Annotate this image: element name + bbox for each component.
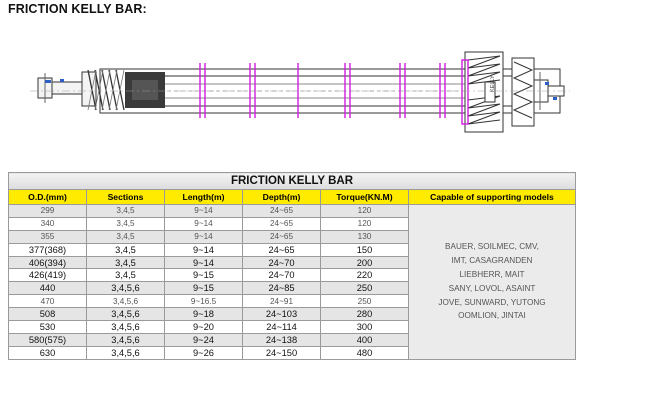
cell-depth: 24~65 bbox=[243, 217, 321, 230]
models-line: JOVE, SUNWARD, YUTONG bbox=[438, 297, 546, 307]
cell-length: 9~26 bbox=[165, 346, 243, 359]
cell-torque: 200 bbox=[321, 256, 409, 269]
cell-torque: 150 bbox=[321, 243, 409, 256]
cell-sections: 3,4,5,6 bbox=[87, 308, 165, 321]
cell-od: 530 bbox=[9, 321, 87, 334]
cell-od: 299 bbox=[9, 205, 87, 218]
cell-sections: 3,4,5 bbox=[87, 217, 165, 230]
cell-od: 406(394) bbox=[9, 256, 87, 269]
cell-depth: 24~150 bbox=[243, 346, 321, 359]
cell-torque: 280 bbox=[321, 308, 409, 321]
cell-od: 426(419) bbox=[9, 269, 87, 282]
cell-length: 9~14 bbox=[165, 217, 243, 230]
swivel-end bbox=[38, 72, 96, 106]
models-line: SANY, LOVOL, ASAINT bbox=[448, 283, 536, 293]
cell-depth: 24~85 bbox=[243, 282, 321, 295]
cell-od: 580(575) bbox=[9, 333, 87, 346]
cell-depth: 24~91 bbox=[243, 295, 321, 308]
col-header-sections: Sections bbox=[87, 190, 165, 205]
cell-depth: 24~65 bbox=[243, 243, 321, 256]
table-title: FRICTION KELLY BAR bbox=[9, 173, 576, 190]
cell-torque: 120 bbox=[321, 205, 409, 218]
cell-sections: 3,4,5,6 bbox=[87, 295, 165, 308]
cell-length: 9~14 bbox=[165, 243, 243, 256]
cell-depth: 24~70 bbox=[243, 256, 321, 269]
cell-od: 470 bbox=[9, 295, 87, 308]
cell-length: 9~15 bbox=[165, 269, 243, 282]
cell-depth: 24~114 bbox=[243, 321, 321, 334]
cell-sections: 3,4,5,6 bbox=[87, 333, 165, 346]
cell-sections: 3,4,5 bbox=[87, 205, 165, 218]
cell-od: 440 bbox=[9, 282, 87, 295]
drive-flange bbox=[465, 52, 503, 132]
kelly-bar-drawing bbox=[0, 0, 653, 165]
cell-sections: 3,4,5 bbox=[87, 243, 165, 256]
cell-sections: 3,4,5,6 bbox=[87, 282, 165, 295]
cell-torque: 250 bbox=[321, 282, 409, 295]
cell-sections: 3,4,5,6 bbox=[87, 346, 165, 359]
table-row bbox=[9, 205, 576, 218]
cell-length: 9~16.5 bbox=[165, 295, 243, 308]
cell-od: 340 bbox=[9, 217, 87, 230]
col-header-od: O.D.(mm) bbox=[9, 190, 87, 205]
cell-sections: 3,4,5 bbox=[87, 256, 165, 269]
models-line: LIEBHERR, MAIT bbox=[459, 270, 525, 280]
cell-sections: 3,4,5,6 bbox=[87, 321, 165, 334]
col-header-length: Length(m) bbox=[165, 190, 243, 205]
cell-torque: 400 bbox=[321, 333, 409, 346]
end-cap bbox=[512, 58, 564, 126]
cell-sections: 3,4,5 bbox=[87, 269, 165, 282]
cell-sections: 3,4,5 bbox=[87, 230, 165, 243]
cell-length: 9~14 bbox=[165, 230, 243, 243]
col-header-depth: Depth(m) bbox=[243, 190, 321, 205]
col-header-models: Capable of supporting models bbox=[409, 190, 576, 205]
models-line: OOMLION, JINTAI bbox=[458, 311, 526, 321]
cell-od: 630 bbox=[9, 346, 87, 359]
cell-depth: 24~103 bbox=[243, 308, 321, 321]
cell-length: 9~15 bbox=[165, 282, 243, 295]
cell-length: 9~20 bbox=[165, 321, 243, 334]
models-line: BAUER, SOILMEC, CMV, bbox=[445, 242, 539, 252]
cell-torque: 220 bbox=[321, 269, 409, 282]
cell-length: 9~24 bbox=[165, 333, 243, 346]
cell-od: 355 bbox=[9, 230, 87, 243]
flange-label: KELLY bbox=[490, 75, 496, 92]
col-header-torque: Torque(KN.M) bbox=[321, 190, 409, 205]
cell-depth: 24~65 bbox=[243, 230, 321, 243]
models-line: IMT, CASAGRANDEN bbox=[451, 256, 533, 266]
cell-depth: 24~70 bbox=[243, 269, 321, 282]
spec-table bbox=[8, 172, 576, 360]
cell-od: 377(368) bbox=[9, 243, 87, 256]
cell-length: 9~14 bbox=[165, 205, 243, 218]
cell-torque: 130 bbox=[321, 230, 409, 243]
cell-length: 9~18 bbox=[165, 308, 243, 321]
cell-torque: 120 bbox=[321, 217, 409, 230]
cell-torque: 480 bbox=[321, 346, 409, 359]
cell-torque: 300 bbox=[321, 321, 409, 334]
cell-depth: 24~138 bbox=[243, 333, 321, 346]
page-title: FRICTION KELLY BAR: bbox=[8, 2, 147, 16]
cell-od: 508 bbox=[9, 308, 87, 321]
cell-length: 9~14 bbox=[165, 256, 243, 269]
models-cell bbox=[409, 205, 576, 360]
cell-torque: 250 bbox=[321, 295, 409, 308]
cell-depth: 24~65 bbox=[243, 205, 321, 218]
